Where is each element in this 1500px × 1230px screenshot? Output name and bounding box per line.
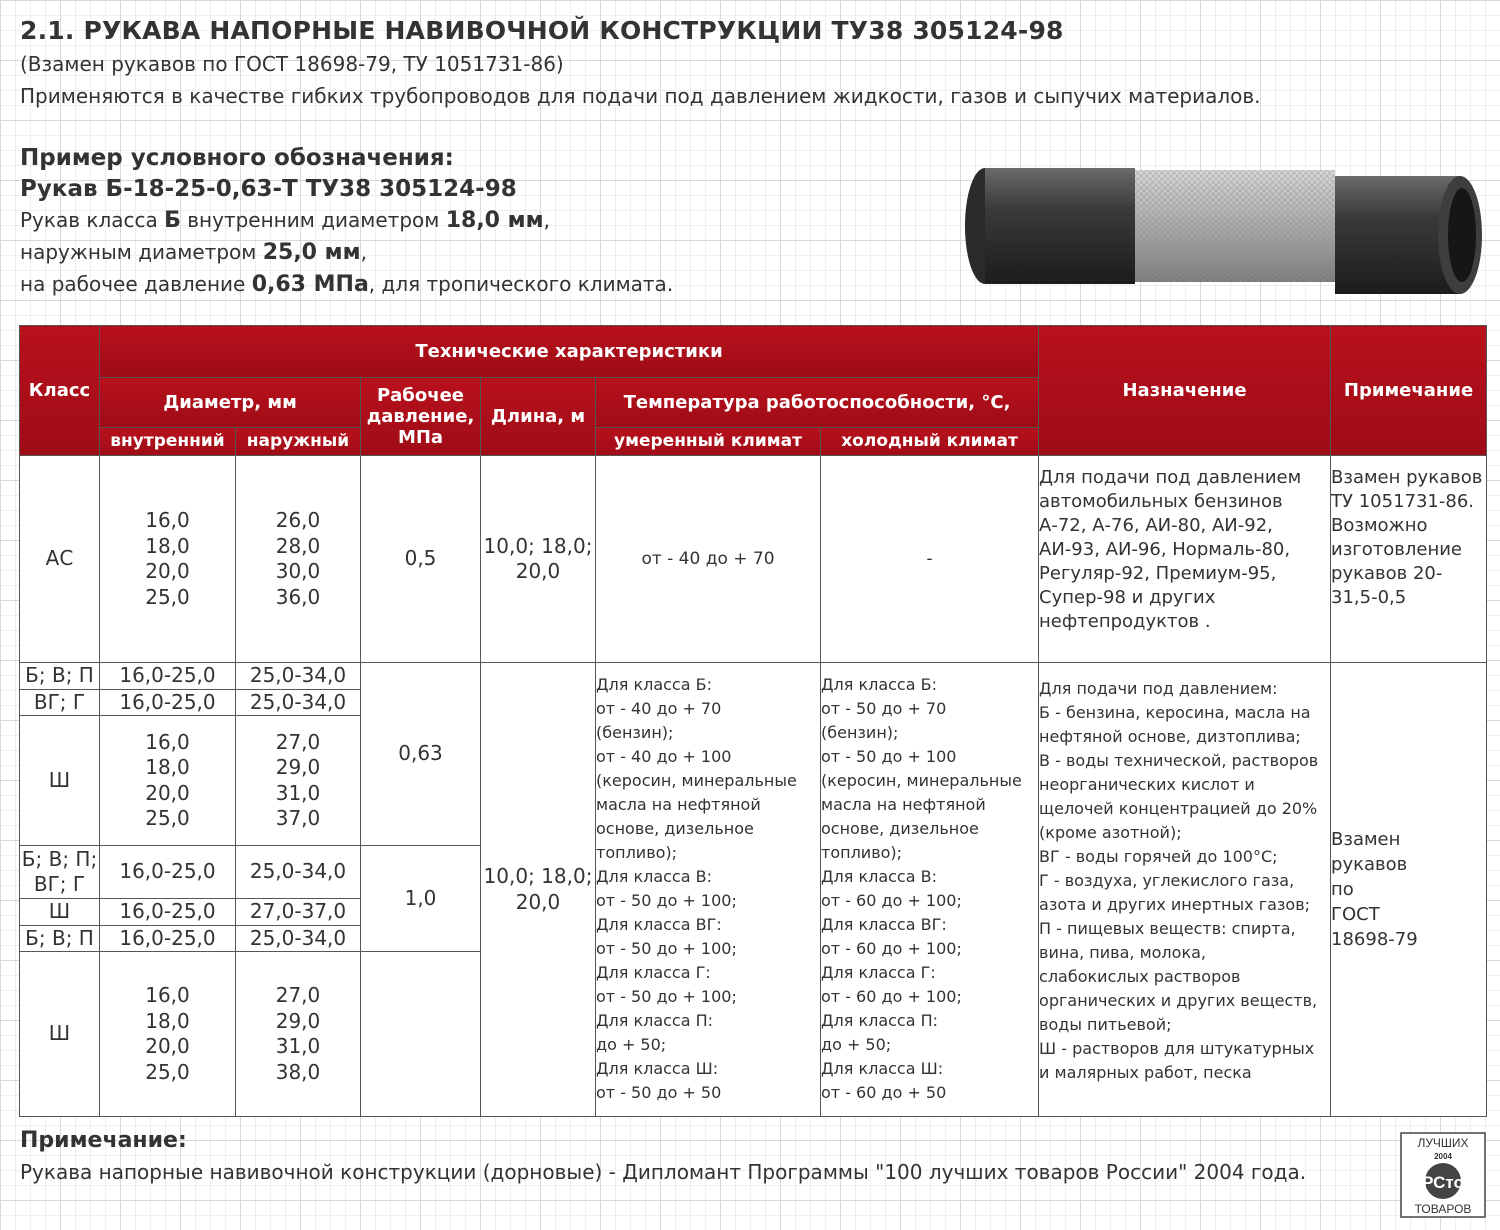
header-tech: Технические характеристики — [100, 326, 1039, 378]
desc-bold: 18,0 мм — [445, 208, 544, 233]
desc-text: Рукав класса — [20, 208, 165, 232]
list-line: Ш - растворов для штукатурных — [1039, 1039, 1315, 1058]
cell-outer: 27,0 29,0 31,0 37,0 — [236, 716, 361, 846]
list-line: от - 50 до + 70 — [821, 699, 947, 718]
cell-moderate: от - 40 до + 70 — [596, 456, 821, 663]
list-line: Для класса П: — [596, 1011, 714, 1030]
spec-table — [19, 325, 1487, 1117]
purpose-list — [1039, 677, 1330, 1085]
list-line: от - 50 до + 100; — [596, 939, 737, 958]
list-line: ВГ - воды горячей до 100°С; — [1039, 847, 1278, 866]
cell-inner: 16,0 18,0 20,0 25,0 — [100, 456, 236, 663]
cell-cold-group — [821, 663, 1039, 1117]
list-line: топливо); — [596, 843, 678, 862]
cell-class: Б; В; П — [20, 925, 100, 952]
list-line: и малярных работ, песка — [1039, 1063, 1252, 1082]
list-line: (бензин); — [596, 723, 674, 742]
list-line: от - 60 до + 100; — [821, 987, 962, 1006]
list-line: азота и других инертных газов; — [1039, 895, 1311, 914]
moderate-list — [596, 673, 820, 1105]
list-line: (кроме азотной); — [1039, 823, 1182, 842]
cell-note-group: Взамен рукавов по ГОСТ 18698-79 — [1331, 663, 1487, 1117]
cold-list — [821, 673, 1038, 1105]
cell-class: Б; В; П — [20, 663, 100, 690]
cell-outer: 25,0-34,0 — [236, 663, 361, 690]
header-outer: наружный — [236, 428, 361, 456]
header-cold: холодный климат — [821, 428, 1039, 456]
list-line: до + 50; — [821, 1035, 892, 1054]
cell-note: Взамен рукавов ТУ 1051731-86. Возможно изготовление рукавов 20-31,5-0,5 — [1331, 456, 1487, 663]
cell-class: Б; В; П; ВГ; Г — [20, 846, 100, 899]
list-line: масла на нефтяной — [596, 795, 761, 814]
header-purpose: Назначение — [1039, 326, 1331, 456]
header-diameter: Диаметр, мм — [100, 378, 361, 428]
list-line: Для класса П: — [821, 1011, 939, 1030]
list-line: от - 40 до + 100 — [596, 747, 732, 766]
logo-bottom-text: ТОВАРОВ — [1414, 1202, 1472, 1216]
desc-bold: Б — [164, 208, 181, 233]
cell-pressure-empty — [361, 952, 481, 1117]
cell-outer: 27,0 29,0 31,0 38,0 — [236, 952, 361, 1117]
list-line: основе, дизельное — [821, 819, 979, 838]
subtitle: (Взамен рукавов по ГОСТ 18698-79, ТУ 1051731-86) — [20, 52, 564, 76]
list-line: от - 40 до + 70 — [596, 699, 722, 718]
list-line: Для подачи под давлением: — [1039, 679, 1278, 698]
list-line: Для класса Г: — [596, 963, 711, 982]
list-line: П - пищевых веществ: спирта, — [1039, 919, 1296, 938]
list-line: слабокислых растворов — [1039, 967, 1241, 986]
cell-outer: 25,0-34,0 — [236, 846, 361, 899]
list-line: (керосин, минеральные — [596, 771, 797, 790]
desc-bold: 25,0 мм — [262, 240, 361, 265]
cell-pressure: 1,0 — [361, 846, 481, 952]
example-desc-3 — [20, 272, 673, 297]
list-line: Для класса Ш: — [596, 1059, 719, 1078]
cell-inner: 16,0-25,0 — [100, 846, 236, 899]
list-line: неорганических кислот и — [1039, 775, 1255, 794]
header-note: Примечание — [1331, 326, 1487, 456]
list-line: Для класса Б: — [821, 675, 937, 694]
example-desc-2 — [20, 240, 367, 265]
footer-heading: Примечание: — [20, 1128, 187, 1153]
list-line: Для класса Г: — [821, 963, 936, 982]
desc-text: внутренним диаметром — [180, 208, 446, 232]
cell-class: Ш — [20, 716, 100, 846]
usage-text: Применяются в качестве гибких трубопроводов для подачи под давлением жидкости, газов и сыпучих материалов. — [20, 84, 1261, 108]
cell-length: 10,0; 18,0; 20,0 — [481, 456, 596, 663]
list-line: от - 50 до + 100 — [821, 747, 957, 766]
list-line: от - 50 до + 100; — [596, 987, 737, 1006]
list-line: Для класса Б: — [596, 675, 712, 694]
cell-class: Ш — [20, 899, 100, 926]
cell-inner: 16,0 18,0 20,0 25,0 — [100, 716, 236, 846]
list-line: основе, дизельное — [596, 819, 754, 838]
desc-text: , — [543, 208, 550, 232]
list-line: Для класса В: — [821, 867, 937, 886]
list-line: В - воды технической, растворов — [1039, 751, 1319, 770]
example-desc-1 — [20, 208, 550, 233]
list-line: Для класса ВГ: — [596, 915, 722, 934]
list-line: (бензин); — [821, 723, 899, 742]
list-line: щелочей концентрацией до 20% — [1039, 799, 1318, 818]
example-heading: Пример условного обозначения: — [20, 145, 454, 171]
best-goods-logo — [1400, 1132, 1486, 1218]
cell-outer: 26,0 28,0 30,0 36,0 — [236, 456, 361, 663]
cell-class: ВГ; Г — [20, 689, 100, 716]
cell-outer: 27,0-37,0 — [236, 899, 361, 926]
list-line: (керосин, минеральные — [821, 771, 1022, 790]
example-code: Рукав Б-18-25-0,63-Т ТУ38 305124-98 — [20, 176, 517, 202]
cell-moderate-group — [596, 663, 821, 1117]
cell-inner: 16,0-25,0 — [100, 899, 236, 926]
list-line: нефтяной основе, дизтоплива; — [1039, 727, 1301, 746]
list-line: воды питьевой; — [1039, 1015, 1172, 1034]
header-pressure: Рабочее давление, МПа — [361, 378, 481, 456]
desc-text: , — [360, 240, 367, 264]
cell-pressure: 0,5 — [361, 456, 481, 663]
list-line: органических и других веществ, — [1039, 991, 1318, 1010]
cell-cold: - — [821, 456, 1039, 663]
cell-length: 10,0; 18,0; 20,0 — [481, 663, 596, 1117]
cell-class: АС — [20, 456, 100, 663]
table-row — [20, 456, 1487, 663]
cell-outer: 25,0-34,0 — [236, 925, 361, 952]
list-line: топливо); — [821, 843, 903, 862]
list-line: вина, пива, молока, — [1039, 943, 1206, 962]
cell-inner: 16,0-25,0 — [100, 925, 236, 952]
list-line: Г - воздуха, углекислого газа, — [1039, 871, 1295, 890]
footer-text: Рукава напорные навивочной конструкции (дорновые) - Дипломант Программы "100 лучших товаров России" 2004 года. — [20, 1160, 1307, 1184]
list-line: от - 60 до + 100; — [821, 939, 962, 958]
hose-illustration — [955, 158, 1495, 308]
cell-class: Ш — [20, 952, 100, 1117]
logo-year: 2004 — [1434, 1152, 1452, 1161]
cell-purpose: Для подачи под давлением автомобильных бензинов А-72, А-76, АИ-80, АИ-92, АИ-93, АИ-96, Нормаль-80, Регуляр-92, Премиум-95, Супер-98 и других нефтепродуктов . — [1039, 456, 1331, 663]
desc-text: на рабочее давление — [20, 272, 252, 296]
cell-inner: 16,0-25,0 — [100, 663, 236, 690]
list-line: Для класса Ш: — [821, 1059, 944, 1078]
list-line: Для класса В: — [596, 867, 712, 886]
list-line: Б - бензина, керосина, масла на — [1039, 703, 1311, 722]
logo-mid-text: РСто — [1422, 1173, 1464, 1192]
header-inner: внутренний — [100, 428, 236, 456]
list-line: Для класса ВГ: — [821, 915, 947, 934]
cell-pressure: 0,63 — [361, 663, 481, 846]
list-line: от - 60 до + 50 — [821, 1083, 947, 1102]
desc-text: наружным диаметром — [20, 240, 263, 264]
header-length: Длина, м — [481, 378, 596, 456]
list-line: до + 50; — [596, 1035, 667, 1054]
header-moderate: умеренный климат — [596, 428, 821, 456]
table-row — [20, 663, 1487, 690]
list-line: масла на нефтяной — [821, 795, 986, 814]
logo-top-text: ЛУЧШИХ — [1417, 1136, 1469, 1150]
desc-bold: 0,63 МПа — [251, 272, 369, 297]
list-line: от - 50 до + 100; — [596, 891, 737, 910]
header-temperature: Температура работоспособности, °C, — [596, 378, 1039, 428]
desc-text: , для тропического климата. — [368, 272, 674, 296]
list-line: от - 60 до + 100; — [821, 891, 962, 910]
list-line: от - 50 до + 50 — [596, 1083, 722, 1102]
page-title: 2.1. РУКАВА НАПОРНЫЕ НАВИВОЧНОЙ КОНСТРУКЦИИ ТУ38 305124-98 — [20, 16, 1064, 45]
cell-inner: 16,0 18,0 20,0 25,0 — [100, 952, 236, 1117]
cell-purpose-group — [1039, 663, 1331, 1117]
cell-outer: 25,0-34,0 — [236, 689, 361, 716]
header-class: Класс — [20, 326, 100, 456]
cell-inner: 16,0-25,0 — [100, 689, 236, 716]
